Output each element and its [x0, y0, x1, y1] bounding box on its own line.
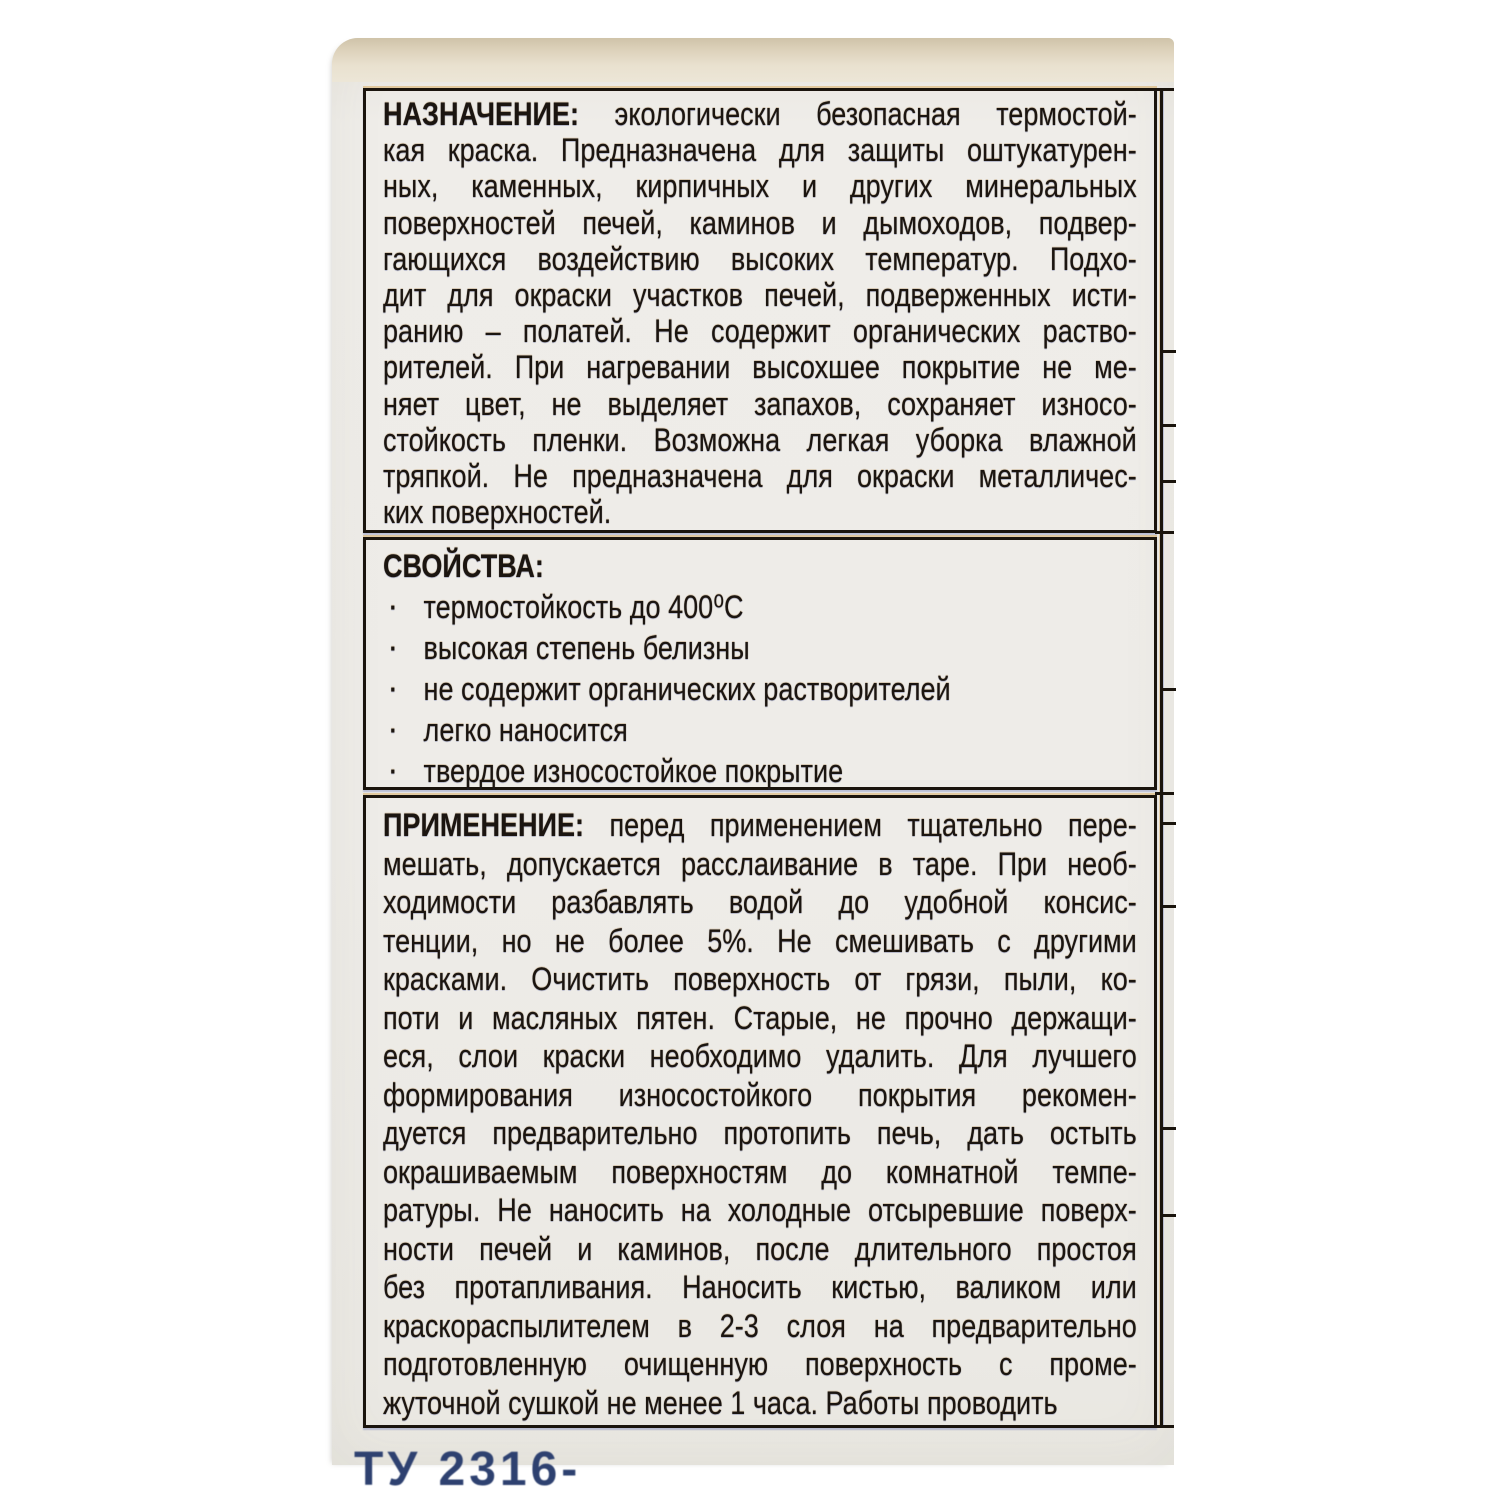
panel-row-tick	[1160, 822, 1176, 825]
text-line: подготовленную очищенную поверхность с проме-	[383, 1346, 1137, 1382]
text-line: формирования износостойкого покрытия рекомен-	[383, 1076, 1137, 1113]
panel-row-tick	[1160, 480, 1176, 483]
clipped-tu-code: ТУ 2316-	[354, 1443, 582, 1496]
property-bullet-item: · твердое износостойкое покрытие	[383, 751, 1137, 792]
section-application	[363, 795, 1157, 1428]
text-line: ранию – полатей. Не содержит органических раство-	[383, 313, 1137, 350]
label-top-edge	[332, 38, 1174, 82]
text-line: красками. Очистить поверхность от грязи, пыли, ко-	[383, 961, 1137, 997]
text-line: дит для окраски участков печей, подверженных исти-	[383, 277, 1137, 314]
text-line: ПРИМЕНЕНИЕ: перед применением тщательно пере-	[383, 807, 1137, 843]
adjacent-panel-edge-rule	[1160, 88, 1163, 1428]
panel-row-tick	[1160, 688, 1176, 691]
section-purpose	[363, 88, 1157, 533]
bullet-dot-icon: ·	[389, 715, 398, 745]
panel-row-tick	[1160, 424, 1176, 427]
bullet-dot-icon: ·	[389, 592, 398, 622]
text-line: дуется предварительно протопить печь, дать остыть	[383, 1115, 1137, 1151]
text-line: няет цвет, не выделяет запахов, сохраняет износо-	[383, 385, 1137, 422]
text-line: гающихся воздействию высоких температур. Подхо-	[383, 240, 1137, 277]
text-line: ких поверхностей.	[383, 494, 612, 531]
text-line: стойкость пленки. Возможна легкая уборка влажной	[383, 421, 1137, 458]
box-border-extension	[1155, 88, 1174, 91]
bullet-dot-icon: ·	[389, 633, 398, 663]
text-line: ходимости разбавлять водой до удобной консис-	[383, 884, 1137, 920]
properties-text	[383, 546, 1137, 792]
text-line: еся, слои краски необходимо удалить. Для лучшего	[383, 1038, 1137, 1074]
text-line: НАЗНАЧЕНИЕ: экологически безопасная термостой-	[383, 96, 1137, 132]
bullet-dot-icon: ·	[389, 756, 398, 786]
text-line: тенции, но не более 5%. Не смешивать с другими	[383, 922, 1137, 959]
section-title: НАЗНАЧЕНИЕ:	[383, 96, 580, 132]
property-bullet-item: · легко наносится	[383, 710, 1137, 751]
purpose-text	[383, 96, 1137, 530]
product-label	[332, 38, 1174, 1496]
panel-row-tick	[1160, 1214, 1176, 1217]
application-text	[383, 806, 1137, 1422]
property-bullet-item: · термостойкость до 400⁰С	[383, 587, 1137, 628]
panel-row-tick	[1160, 905, 1176, 908]
box-border-extension	[1155, 531, 1174, 534]
box-border-extension	[1155, 792, 1174, 795]
text-line: тряпкой. Не предназначена для окраски металличес-	[383, 458, 1137, 495]
box-border-extension	[1155, 1425, 1174, 1428]
text-line: окрашиваемым поверхностям до комнатной темпе-	[383, 1153, 1137, 1190]
panel-row-tick	[1160, 350, 1176, 353]
property-bullet-item: · высокая степень белизны	[383, 628, 1137, 669]
property-bullet-item: · не содержит органических растворителей	[383, 669, 1137, 710]
text-line: ратуры. Не наносить на холодные отсыревшие поверх-	[383, 1192, 1137, 1228]
text-line: поти и масляных пятен. Старые, не прочно держащи-	[383, 999, 1137, 1036]
properties-title: СВОЙСТВА:	[383, 548, 544, 584]
text-line: мешать, допускается расслаивание в таре. При необ-	[383, 845, 1137, 882]
text-line: кая краска. Предназначена для защиты оштукатурен-	[383, 132, 1137, 169]
properties-bullet-list	[383, 587, 1137, 792]
text-line: без протапливания. Наносить кистью, валиком или	[383, 1269, 1137, 1305]
bullet-dot-icon: ·	[389, 674, 398, 704]
panel-row-tick	[1160, 1127, 1176, 1130]
text-line: краскораспылителем в 2-3 слоя на предварительно	[383, 1307, 1137, 1344]
text-line: рителей. При нагревании высохшее покрытие не ме-	[383, 349, 1137, 386]
section-title: ПРИМЕНЕНИЕ:	[383, 807, 585, 843]
text-line: жуточной сушкой не менее 1 часа. Работы проводить	[383, 1384, 1058, 1421]
text-line: поверхностей печей, каминов и дымоходов, подвер-	[383, 204, 1137, 241]
text-line: ности печей и каминов, после длительного простоя	[383, 1230, 1137, 1267]
text-line: ных, каменных, кирпичных и других минеральных	[383, 168, 1137, 205]
section-properties	[363, 537, 1157, 790]
